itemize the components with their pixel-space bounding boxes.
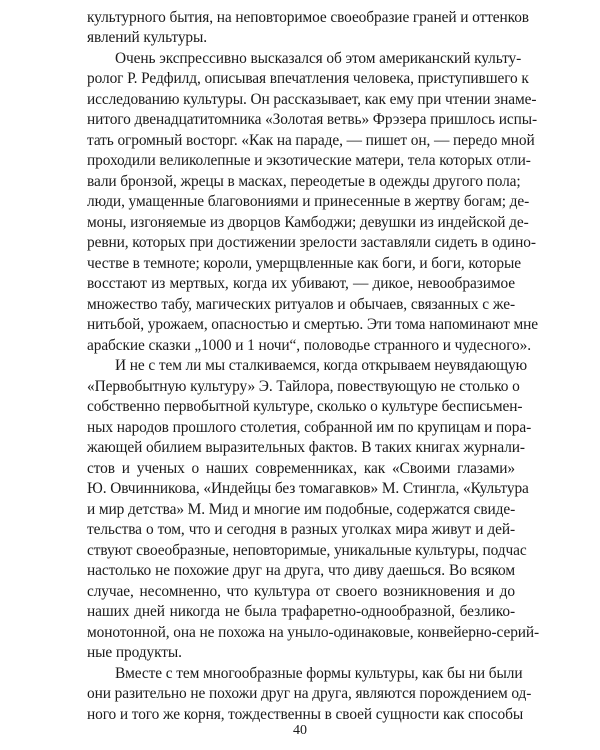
text-line: честве в темноте; короли, умерщвленные как боги, и боги, которые (87, 255, 521, 272)
text-line: жающей обилием выразительных фактов. В таких книгах журнали- (87, 439, 525, 456)
text-line: монотонной, она не похожа на уныло-одинаковые, конвейерно-серий- (87, 624, 540, 641)
text-line: явлений культуры. (87, 29, 208, 46)
text-line: они разительно не похожи друг на друга, являются порождением од- (87, 685, 532, 702)
text-line: случае, несомненно, что культура от своего возникновения и до (87, 583, 515, 600)
text-line: нитого двенадцатитомника «Золотая ветвь» Фрэзера пришлось испы- (87, 111, 537, 128)
text-line: люди, умащенные благовониями и принесенные в жертву богам; де- (87, 193, 530, 210)
text-line: И не с тем ли мы сталкиваемся, когда открываем неувядающую (115, 357, 527, 374)
text-line: Вместе с тем многообразные формы культуры, как бы ни были (115, 665, 523, 682)
text-line: наших дней никогда не была трафаретно-однообразной, безлико- (87, 603, 515, 620)
text-line: ревни, которых при достижении зрелости заставляли сидеть в одино- (87, 234, 536, 251)
page-number: 40 (293, 723, 307, 738)
text-line: стов и ученых о наших современниках, как «Своими глазами» (87, 460, 515, 477)
text-line: культурного бытия, на неповторимое своеобразие граней и оттенков (87, 9, 529, 26)
text-line: «Первобытную культуру» Э. Тайлора, повествующую не столько о (87, 378, 520, 395)
text-line: ного и того же корня, тождественны в своей сущности как способы (87, 706, 524, 723)
text-line: проходили великолепные и экзотические матери, тела которых отли- (87, 152, 531, 169)
text-line: Очень экспрессивно высказался об этом американский культу- (115, 50, 522, 67)
text-line: ролог Р. Редфилд, описывая впечатления человека, приступившего к (87, 70, 529, 87)
text-line: тельства о том, что и сегодня в разных уголках мира живут и дей- (87, 521, 515, 538)
text-line: Ю. Овчинникова, «Индейцы без томагавков» М. Стингла, «Культура (87, 480, 529, 497)
text-line: и мир детства» М. Мид и многие им подобные, содержатся свиде- (87, 501, 516, 518)
text-line: собственно первобытной культуре, сколько о культуре бесписьмен- (87, 398, 523, 415)
text-line: восстают из мертвых, когда их убивают, — дикое, невообразимое (87, 275, 515, 292)
text-line: ных народов прошлого столетия, собранной им по крупицам и пора- (87, 419, 532, 436)
text-line: исследованию культуры. Он рассказывает, как ему при чтении знаме- (87, 91, 537, 108)
text-line: вали бронзой, жрецы в масках, переодетые в одежды другого пола; (87, 173, 521, 190)
text-line: арабские сказки „1000 и 1 ночи“, половодье странного и чудесного». (87, 337, 531, 354)
text-line: настолько не похожие друг на друга, что диву даешься. Во всяком (87, 562, 515, 579)
text-line: нитьбой, урожаем, опасностью и смертью. Эти тома напоминают мне (87, 316, 538, 333)
text-line: ствуют своеобразные, неповторимые, уникальные культуры, подчас (87, 542, 527, 559)
text-line: моны, изгоняемые из дворцов Камбоджи; девушки из индейской де- (87, 214, 529, 231)
text-line: множество табу, магических ритуалов и обычаев, связанных с же- (87, 296, 515, 313)
text-line: ные продукты. (87, 644, 182, 661)
text-line: тать огромный восторг. «Как на параде, — пишет он, — передо мной (87, 132, 535, 149)
